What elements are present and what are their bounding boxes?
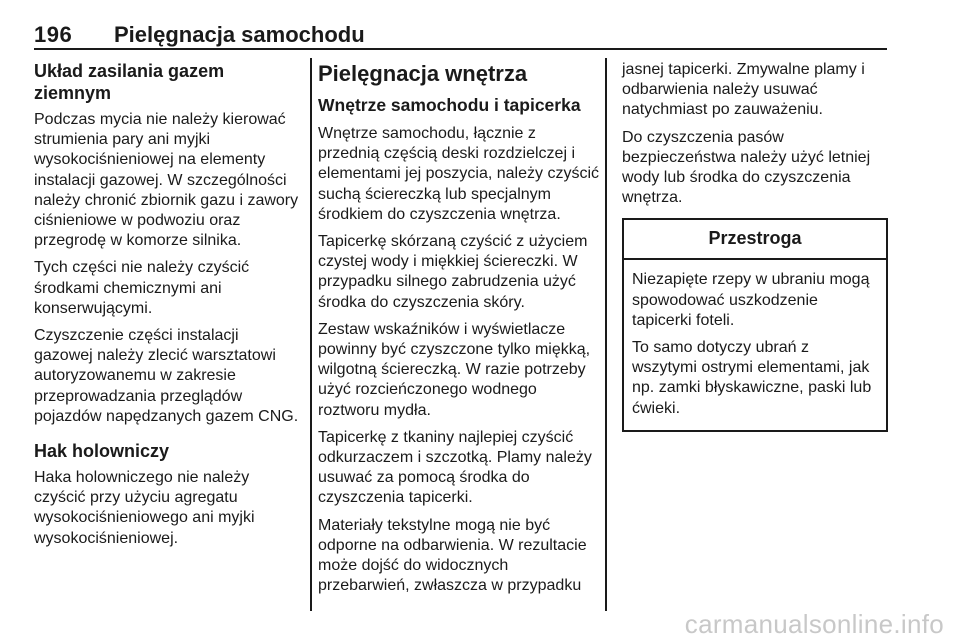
paragraph: Niezapięte rzepy w ubraniu mogą spowodować uszkodzenie tapicerki foteli. (632, 271, 870, 329)
paragraph: Czyszczenie części instalacji gazowej należy zlecić warsztatowi autoryzowanemu w zakresie przeprowadzania przeglądów pojazdów napędzanych gazem CNG. (34, 327, 299, 425)
section-heading-cng: Układ zasilania gazem ziemnym (34, 61, 225, 103)
paragraph: jasnej tapicerki. Zmywalne plamy i odbarwienia należy usuwać natychmiast po zauważeniu. (622, 61, 865, 119)
paragraph: Haka holowniczego nie należy czyścić przy użyciu agregatu wysokociśnieniowego ani myjki wysokociśnieniowej. (34, 469, 255, 547)
page-number: 196 (34, 22, 73, 47)
paragraph: Do czyszczenia pasów bezpieczeństwa należy użyć letniej wody lub środka do czyszczenia wnętrza. (622, 128, 871, 207)
paragraph: Podczas mycia nie należy kierować strumienia pary ani myjki wysokociśnieniowej na elementy instalacji gazowej. W szczególności należy chronić zbiornik gazu i zawory ciśnieniowe w podwoziu oraz przegrodę w komorze silnika. (34, 111, 299, 250)
warning-body (624, 260, 886, 429)
page-title: Pielęgnacja samochodu (114, 22, 365, 47)
column-middle (318, 60, 600, 603)
section-heading-interior-care: Pielęgnacja wnętrza (318, 61, 528, 86)
column-divider-2 (605, 58, 607, 611)
column-right (622, 60, 888, 432)
paragraph: Zestaw wskaźników i wyświetlacze powinny być czyszczone tylko miękką, wilgotną ściereczką. W razie potrzeby użyć rozcieńczonego wodnego roztworu mydła. (318, 320, 591, 419)
page-header (34, 22, 887, 48)
paragraph: Materiały tekstylne mogą nie być odporne na odbarwienia. W rezultacie może dojść do widocznych przebarwień, zwłaszcza w przypadku (318, 516, 587, 595)
warning-title: Przestroga (624, 220, 886, 260)
section-heading-tow-hook: Hak holowniczy (34, 441, 170, 462)
paragraph: Wnętrze samochodu, łącznie z przednią częścią deski rozdzielczej i elementami jej poszycia, należy czyścić suchą ściereczką lub specjalnym środkiem do czyszczenia wnętrza. (318, 125, 599, 223)
warning-box (622, 218, 888, 431)
header-rule (34, 48, 887, 50)
column-left (34, 60, 300, 556)
paragraph: To samo dotyczy ubrań z wszytymi ostrymi elementami, jak np. zamki błyskawiczne, paski lub ćwieki. (632, 339, 872, 417)
paragraph: Tapicerkę z tkaniny najlepiej czyścić odkurzaczem i szczotką. Plamy należy usuwać za pomocą środka do czyszczenia tapicerki. (318, 428, 592, 507)
watermark: carmanualsonline.info (684, 609, 944, 639)
paragraph: Tapicerkę skórzaną czyścić z użyciem czystej wody i miękkiej ściereczki. W przypadku silnego zabrudzenia użyć środka do czyszczenia skóry. (318, 233, 588, 311)
column-divider-1 (310, 58, 312, 611)
paragraph: Tych części nie należy czyścić środkami chemicznymi ani konserwującymi. (34, 259, 250, 317)
subsection-heading-upholstery: Wnętrze samochodu i tapicerka (318, 95, 581, 115)
